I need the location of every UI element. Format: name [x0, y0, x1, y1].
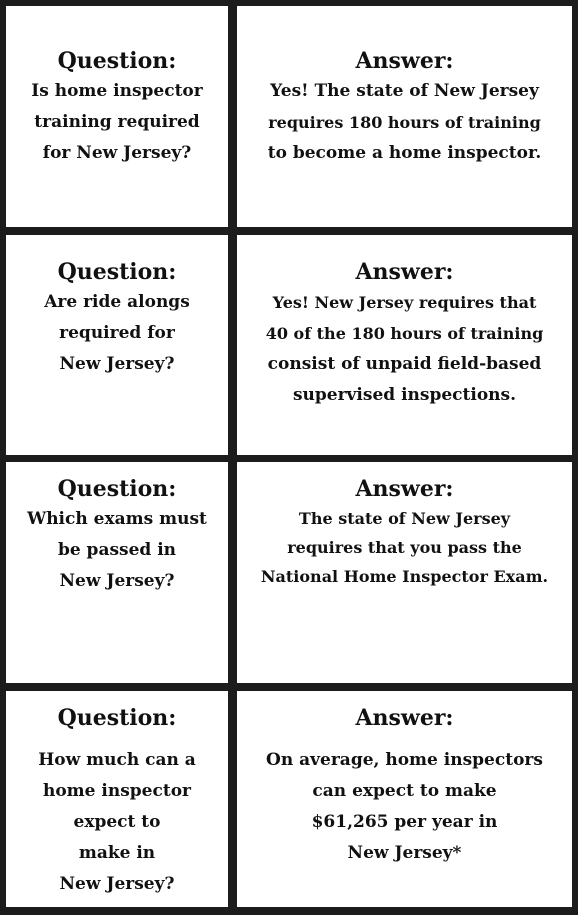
question-heading: Question:	[57, 259, 177, 285]
answer-line: to become a home inspector.	[267, 143, 542, 163]
question-line: New Jersey?	[59, 354, 175, 374]
answer-card-4	[237, 691, 572, 907]
answer-heading: Answer:	[355, 259, 454, 285]
answer-line: 40 of the 180 hours of training	[265, 324, 544, 343]
question-line: home inspector	[42, 781, 191, 801]
answer-line: can expect to make	[312, 781, 497, 801]
answer-line: Yes! New Jersey requires that	[272, 293, 537, 312]
answer-card-1	[237, 6, 572, 227]
answer-line: requires 180 hours of training	[268, 113, 541, 132]
question-heading: Question:	[57, 48, 177, 74]
question-line: required for	[59, 323, 175, 343]
answer-card-2	[237, 235, 572, 455]
question-line: Which exams must	[27, 509, 207, 529]
question-line: Are ride alongs	[44, 292, 190, 312]
question-line: How much can a	[38, 750, 196, 770]
answer-heading: Answer:	[355, 476, 454, 502]
answer-line: $61,265 per year in	[311, 812, 498, 832]
answer-line: Yes! The state of New Jersey	[270, 81, 539, 101]
question-card-2	[6, 235, 228, 455]
answer-card-3	[237, 462, 572, 683]
question-line: New Jersey?	[59, 874, 175, 894]
answer-heading: Answer:	[355, 48, 454, 74]
answer-line: supervised inspections.	[292, 385, 517, 405]
answer-line: consist of unpaid field-based	[267, 354, 542, 374]
question-line: training required	[34, 112, 200, 132]
question-card-3	[6, 462, 228, 683]
question-line: expect to	[73, 812, 161, 832]
question-card-4	[6, 691, 228, 907]
answer-line: The state of New Jersey	[298, 509, 511, 528]
answer-line: requires that you pass the	[287, 538, 522, 557]
question-card-1	[6, 6, 228, 227]
question-line: New Jersey?	[59, 571, 175, 591]
answer-heading: Answer:	[355, 705, 454, 731]
question-line: make in	[78, 843, 156, 863]
question-line: Is home inspector	[31, 81, 203, 101]
question-heading: Question:	[57, 705, 177, 731]
answer-line: New Jersey*	[347, 843, 462, 863]
answer-line: National Home Inspector Exam.	[260, 567, 549, 586]
question-line: for New Jersey?	[42, 143, 192, 163]
question-line: be passed in	[57, 540, 177, 560]
question-heading: Question:	[57, 476, 177, 502]
answer-line: On average, home inspectors	[266, 750, 543, 770]
